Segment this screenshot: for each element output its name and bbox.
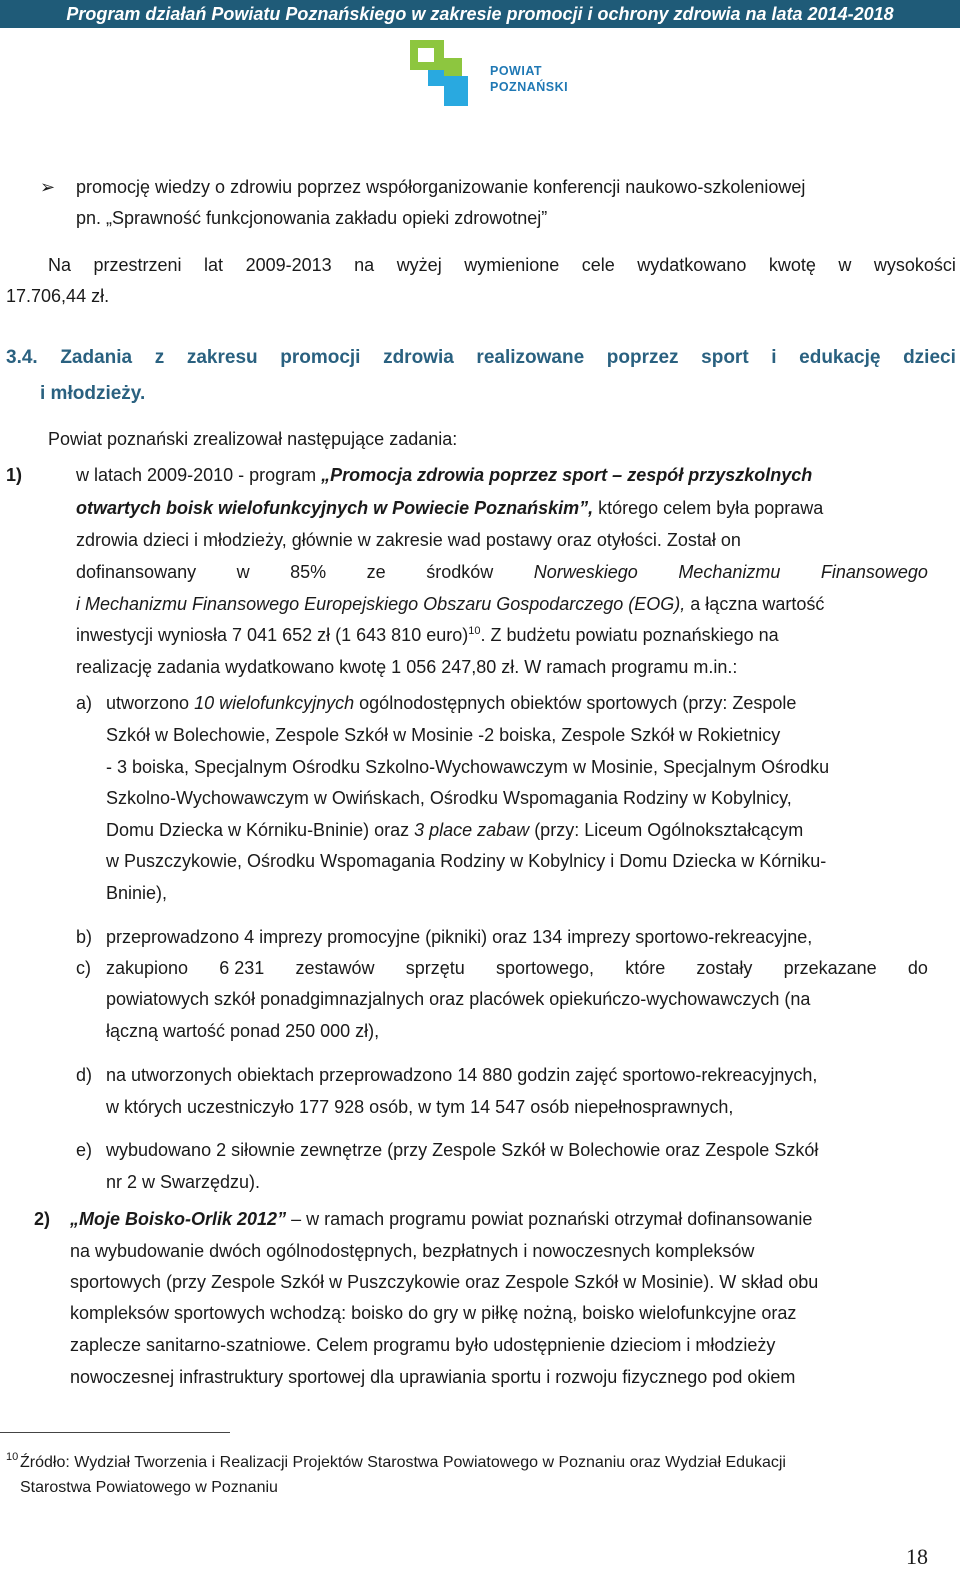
text: a łączna wartość <box>685 594 825 614</box>
word: Finansowego <box>820 562 928 582</box>
powiat-logo-mark-icon <box>410 36 480 108</box>
word: w <box>838 255 852 275</box>
text: ogólnodostępnych obiektów sportowych (przy: Zespole <box>354 693 797 713</box>
item1-line4 <box>76 561 928 583</box>
bullet-text-line2: pn. „Sprawność funkcjonowania zakładu opieki zdrowotnej” <box>76 208 548 228</box>
item1-line7: realizację zadania wydatkowano kwotę 1 056 247,80 zł. W ramach programu m.in.: <box>76 657 738 677</box>
word: 2009-2013 <box>245 255 332 275</box>
text: inwestycji wyniosła 7 041 652 zł (1 643 810 euro) <box>76 625 469 645</box>
word: środków <box>426 562 494 582</box>
item1-number: 1) <box>6 465 23 485</box>
text: – w ramach programu powiat poznański otrzymał dofinansowanie <box>286 1209 813 1229</box>
text: 3 place zabaw <box>414 820 530 840</box>
word: wymienione <box>464 255 560 275</box>
text: Domu Dziecka w Kórniku-Bninie) oraz <box>106 820 415 840</box>
program-name: „Moje Boisko-Orlik 2012” <box>70 1209 287 1229</box>
item2-line2: na wybudowanie dwóch ogólnodostępnych, bezpłatnych i nowoczesnych kompleksów <box>70 1241 755 1261</box>
word: z <box>154 347 165 368</box>
item1-line2 <box>76 497 823 519</box>
word: Zadania <box>60 347 133 368</box>
text: którego celem była poprawa <box>593 498 824 518</box>
subitem-e-label: e) <box>76 1140 93 1160</box>
word: lat <box>204 255 224 275</box>
word: edukację <box>799 347 881 368</box>
word: wyżej <box>396 255 442 275</box>
word: Norweskiego <box>533 562 638 582</box>
text: i Mechanizmu Finansowego Europejskiego Obszaru Gospodarczego (EOG), <box>76 594 686 614</box>
subitem-b-label: b) <box>76 927 93 947</box>
summary-line <box>48 254 956 276</box>
text: Został on <box>661 530 741 550</box>
subitem-a-line4: Szkolno-Wychowawczym w Owińskach, Ośrodku Wspomagania Rodziny w Kobylnicy, <box>106 788 792 808</box>
footnote-line2: Starostwa Powiatowego w Poznaniu <box>20 1479 278 1496</box>
word: przestrzeni <box>93 255 182 275</box>
item2-number: 2) <box>34 1209 51 1229</box>
text: zdrowia dzieci i młodzieży, głównie w zakresie wad postawy oraz otyłości. <box>76 530 662 550</box>
word: w <box>236 562 250 582</box>
item1-line6 <box>76 624 779 646</box>
subitem-c-line3: łączną wartość ponad 250 000 zł), <box>106 1021 380 1041</box>
word: Mechanizmu <box>678 562 781 582</box>
item2-line6: nowoczesnej infrastruktury sportowej dla uprawiania sportu i rozwoju fizycznego pod okiem <box>70 1367 796 1387</box>
logo-text-line2: POZNAŃSKI <box>490 80 569 94</box>
bullet-text: promocję wiedzy o zdrowiu poprzez współorganizowanie konferencji naukowo-szkoleniowej <box>76 177 806 197</box>
subitem-a-label: a) <box>76 693 93 713</box>
subitem-a-line7: Bninie), <box>106 883 168 903</box>
document-header: Program działań Powiatu Poznańskiego w zakresie promocji i ochrony zdrowia na lata 2014-2018 <box>0 0 960 28</box>
word: ze <box>366 562 386 582</box>
subitem-a-line1 <box>106 692 796 714</box>
subitem-d-line2: w których uczestniczyło 177 928 osób, w tym 14 547 osób niepełnosprawnych, <box>106 1097 734 1117</box>
word: sport <box>701 347 749 368</box>
text: utworzono <box>106 693 195 713</box>
word: 3.4. <box>6 347 38 368</box>
word: na <box>354 255 375 275</box>
subitem-a-line2: Szkół w Bolechowie, Zespole Szkół w Mosinie -2 boiska, Zespole Szkół w Rokietnicy <box>106 725 781 745</box>
word: cele <box>581 255 615 275</box>
word: kwotę <box>768 255 816 275</box>
subitem-c-line2: powiatowych szkół ponadgimnazjalnych oraz placówek opiekuńczo-wychowawczych (na <box>106 989 811 1009</box>
subitem-d-line1: na utworzonych obiektach przeprowadzono 14 880 godzin zajęć sportowo-rekreacyjnych, <box>106 1065 818 1085</box>
word: które <box>625 958 666 978</box>
summary-line-end: 17.706,44 zł. <box>6 286 110 306</box>
item2-line5: zaplecze sanitarno-szatniowe. Celem programu było udostępnienie dzieciom i młodzieży <box>70 1335 776 1355</box>
text: (przy: Liceum Ogólnokształcącym <box>529 820 804 840</box>
section-lead: Powiat poznański zrealizował następujące zadania: <box>48 429 458 449</box>
footnote-divider <box>0 1432 230 1433</box>
word: zostały <box>696 958 753 978</box>
subitem-a-line3: - 3 boiska, Specjalnym Ośrodku Szkolno-Wychowawczym w Mosinie, Specjalnym Ośrodku <box>106 757 830 777</box>
item1-line1 <box>76 464 812 486</box>
subitem-b-line1: przeprowadzono 4 imprezy promocyjne (pikniki) oraz 134 imprezy sportowo-rekreacyjne, <box>106 927 813 947</box>
word: zdrowia <box>383 347 454 368</box>
word: 6 231 <box>219 958 265 978</box>
bullet-arrow-icon: ➢ <box>40 177 56 197</box>
word: zestawów <box>295 958 375 978</box>
word: poprzez <box>606 347 679 368</box>
program-name: „Promocja zdrowia poprzez sport – zespół przyszkolnych <box>321 465 813 485</box>
item2-line4: kompleksów sportowych wchodzą: boisko do gry w piłkę nożną, boisko wielofunkcyjne oraz <box>70 1303 797 1323</box>
item2-line3: sportowych (przy Zespole Szkół w Puszczykowie oraz Zespole Szkół w Mosinie). W skład obu <box>70 1272 819 1292</box>
word: sprzętu <box>405 958 465 978</box>
word: zakresu <box>186 347 258 368</box>
word: przekazane <box>783 958 877 978</box>
program-name: otwartych boisk wielofunkcyjnych w Powiecie Poznańskim”, <box>76 498 594 518</box>
section-heading <box>6 347 956 369</box>
item1-line5 <box>76 593 824 615</box>
subitem-a-line6: w Puszczykowie, Ośrodku Wspomagania Rodziny w Kobylnicy i Domu Dziecka w Kórniku- <box>106 851 827 871</box>
word: wysokości <box>873 255 956 275</box>
footnote-mark: 10 <box>6 1451 19 1463</box>
item1-line3 <box>76 529 741 551</box>
item2-line1 <box>70 1208 812 1230</box>
word: wydatkowano <box>637 255 747 275</box>
word: 85% <box>290 562 327 582</box>
word: Na <box>48 255 72 275</box>
word: sportowego, <box>495 958 594 978</box>
page-number: 18 <box>906 1544 928 1569</box>
subitem-e-line2: nr 2 w Swarzędzu). <box>106 1172 261 1192</box>
word: dzieci <box>903 347 956 368</box>
text: w latach 2009-2010 - program <box>76 465 322 485</box>
footnote-ref[interactable]: 10 <box>468 625 481 637</box>
subitem-c-label: c) <box>76 958 91 978</box>
powiat-logo <box>410 36 580 108</box>
word: do <box>907 958 928 978</box>
word: i <box>771 347 777 368</box>
word: zakupiono <box>106 958 189 978</box>
footnote-line1: Źródło: Wydział Tworzenia i Realizacji Projektów Starostwa Powiatowego w Poznaniu oraz Wydział Edukacji <box>20 1454 786 1471</box>
subitem-e-line1: wybudowano 2 siłownie zewnętrze (przy Zespole Szkół w Bolechowie oraz Zespole Szkół <box>106 1140 819 1160</box>
word: promocji <box>280 347 361 368</box>
text: . Z budżetu powiatu poznańskiego na <box>480 625 779 645</box>
subitem-a-line5 <box>106 819 803 841</box>
subitem-d-label: d) <box>76 1065 93 1085</box>
word: dofinansowany <box>76 562 197 582</box>
section-heading-end: i młodzieży. <box>40 383 146 404</box>
text: 10 wielofunkcyjnych <box>194 693 355 713</box>
subitem-c-line1 <box>106 957 928 979</box>
logo-text-line1: POWIAT <box>490 64 543 78</box>
word: realizowane <box>476 347 585 368</box>
